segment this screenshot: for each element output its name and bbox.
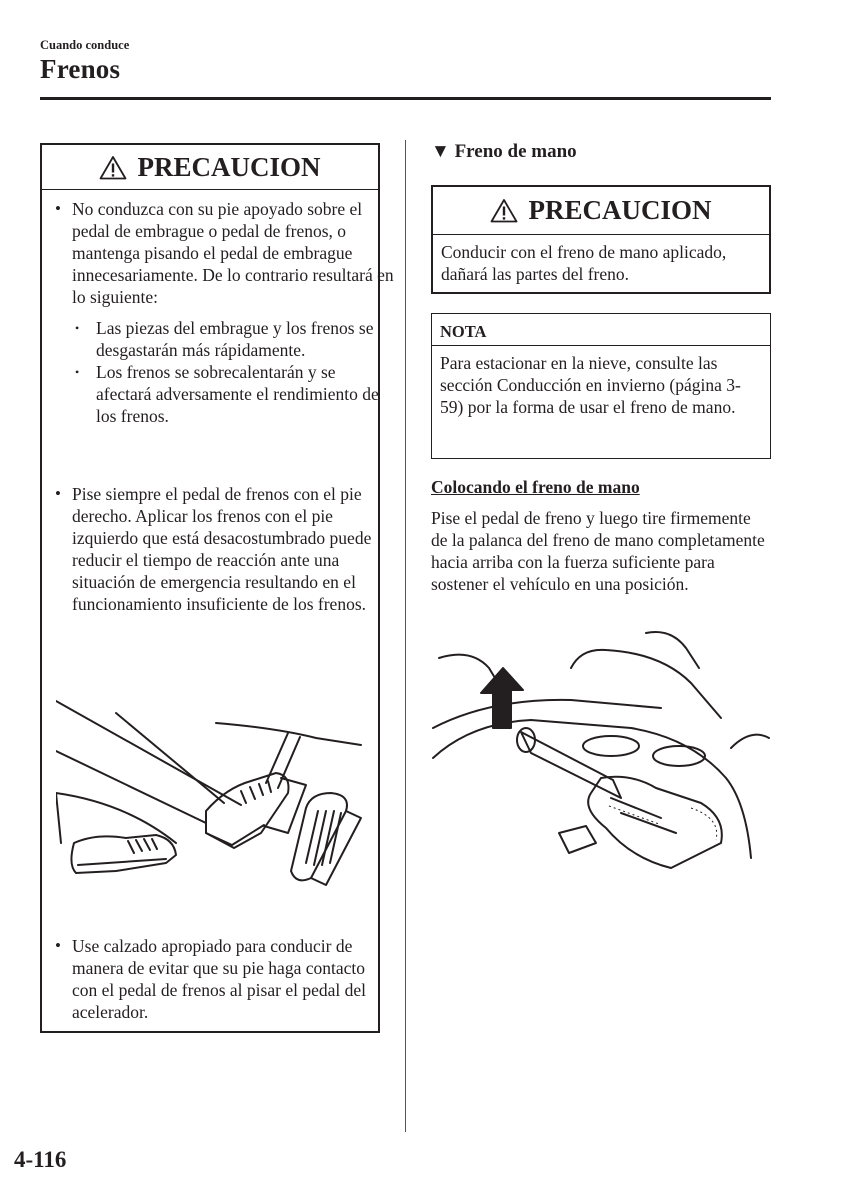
procedure-text: Pise el pedal de freno y luego tire firmemente de la palanca del freno de mano completamente hacia arriba con la fuerza suficiente para sostener el vehículo en una posición. [431,508,765,594]
warning-triangle-icon [490,198,518,223]
chapter-label: Cuando conduce [40,38,130,52]
right-warning-text: Conducir con el freno de mano aplicado, dañará las partes del freno. [441,242,727,284]
note-title: NOTA [432,314,770,346]
warning-triangle-icon [99,155,127,180]
page-title: Frenos [40,54,121,84]
procedure-heading: Colocando el freno de mano [431,477,640,497]
sub-list-item: • Las piezas del embrague y los frenos se desgastarán más rápidamente. [72,317,394,361]
right-warning-title: PRECAUCION [528,195,712,225]
pedals-illustration [56,693,366,893]
left-warning-box [40,143,394,1033]
list-item-text: Pise siempre el pedal de frenos con el pie derecho. Aplicar los frenos con el pie izquierdo que está desacostumbrado puede reducir el tiempo de reacción ante una situación de emergencia resultando en el funcionamiento insuficiente de los frenos. [72,484,372,614]
right-warning-box [431,185,771,294]
left-warning-header [42,145,378,190]
list-item [42,935,394,1023]
page-number: 4-116 [14,1147,67,1172]
triangle-down-icon: ▼ [431,141,450,162]
list-item-text: No conduzca con su pie apoyado sobre el pedal de embrague o pedal de frenos, o mantenga pisando el pedal de embrague innecesariamente. De lo contrario resultará en lo siguiente: [72,199,394,307]
handbrake-subheading [431,141,577,163]
list-item-text: Use calzado apropiado para conducir de manera de evitar que su pie haga contacto con el pedal de frenos al pisar el pedal del acelerador. [72,936,366,1022]
note-box [431,313,771,459]
left-warning-title: PRECAUCION [137,151,321,182]
handbrake-subheading-text: Freno de mano [454,141,577,162]
sub-list-item: • Los frenos se sobrecalentarán y se afectará adversamente el rendimiento de los frenos. [72,361,394,427]
note-text: Para estacionar en la nieve, consulte las sección Conducción en invierno (página 3-59) por la forma de usar el freno de mano. [440,353,741,417]
right-warning-header [433,187,769,235]
sub-list [72,317,394,427]
list-item [42,198,394,427]
list-item [42,483,394,615]
header-rule [40,97,771,100]
handbrake-illustration [431,628,771,888]
column-divider [405,140,406,1132]
